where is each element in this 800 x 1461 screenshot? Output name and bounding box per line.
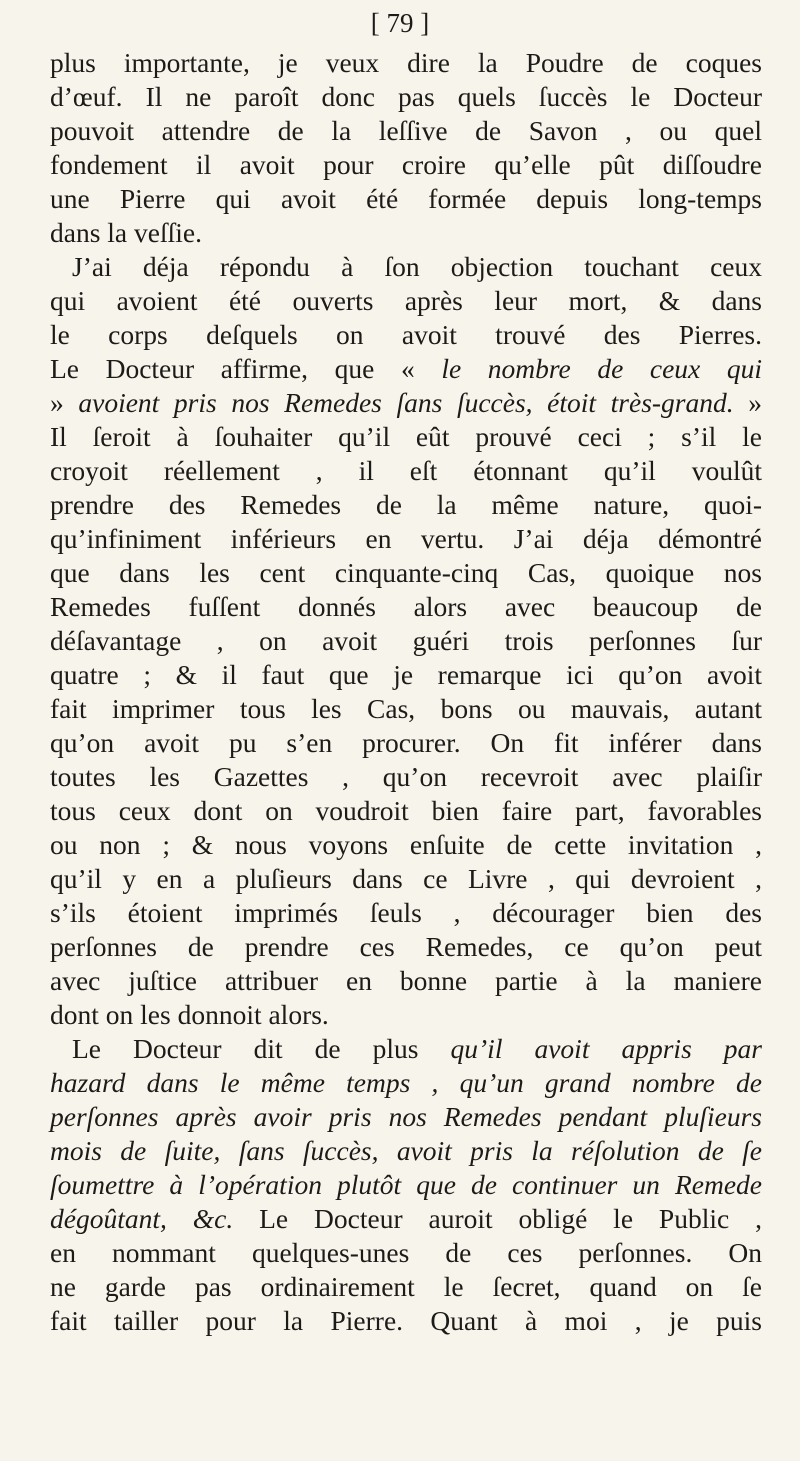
text-segment: tous ceux dont on voudroit bien faire part, favorables xyxy=(50,795,762,826)
text-segment: déſavantage , on avoit guéri trois perſonnes ſur xyxy=(50,625,762,656)
text-segment: dans la veſſie. xyxy=(50,217,202,248)
text-segment: » xyxy=(733,387,763,418)
text-line xyxy=(50,216,762,250)
text-segment: J’ai déja répondu à ſon objection touchant ceux xyxy=(72,251,762,282)
text-segment: le corps deſquels on avoit trouvé des Pierres. xyxy=(50,319,762,350)
text-line xyxy=(50,182,762,216)
text-line xyxy=(50,454,762,488)
text-segment: Remedes fuſſent donnés alors avec beaucoup de xyxy=(50,591,762,622)
text-segment: plus importante, je veux dire la Poudre de coques xyxy=(50,47,762,78)
text-line xyxy=(50,1304,762,1338)
text-line xyxy=(50,148,762,182)
text-line xyxy=(50,658,762,692)
text-segment: pouvoit attendre de la leſſive de Savon , ou quel xyxy=(50,115,762,146)
page-number: [ 79 ] xyxy=(370,8,430,38)
text-line xyxy=(72,250,762,284)
text-line xyxy=(50,80,762,114)
text-line xyxy=(50,590,762,624)
text-line xyxy=(50,1066,762,1100)
text-segment: Il ſeroit à ſouhaiter qu’il eût prouvé ceci ; s’il le xyxy=(50,421,762,452)
italic-text: le nombre de ceux qui xyxy=(441,353,763,384)
text-segment: Le Docteur affirme, que « xyxy=(50,353,442,384)
text-line xyxy=(50,1168,762,1202)
text-line xyxy=(50,726,762,760)
text-segment: Le Docteur auroit obligé le Public , xyxy=(233,1203,762,1234)
text-line xyxy=(50,896,762,930)
text-line xyxy=(50,114,762,148)
text-segment: que dans les cent cinquante-cinq Cas, quoique nos xyxy=(50,557,762,588)
italic-text: mois de ſuite, ſans ſuccès, avoit pris la réſolution de ſe xyxy=(50,1135,762,1166)
text-line xyxy=(50,1134,762,1168)
text-line xyxy=(50,828,762,862)
text-segment: avec juſtice attribuer en bonne partie à la maniere xyxy=(50,965,762,996)
text-segment: qu’on avoit pu s’en procurer. On fit inférer dans xyxy=(50,727,762,758)
text-line xyxy=(50,522,762,556)
text-line xyxy=(50,46,762,80)
text-line xyxy=(50,692,762,726)
text-segment: d’œuf. Il ne paroît donc pas quels ſuccès le Docteur xyxy=(50,81,762,112)
text-segment: fondement il avoit pour croire qu’elle pût diſſoudre xyxy=(50,149,762,180)
text-line xyxy=(50,1100,762,1134)
text-segment: une Pierre qui avoit été formée depuis long-temps xyxy=(50,183,762,214)
text-segment: fait tailler pour la Pierre. Quant à moi , je puis xyxy=(50,1305,762,1336)
text-line xyxy=(50,386,762,420)
text-segment: qu’il y en a pluſieurs dans ce Livre , qui devroient , xyxy=(50,863,762,894)
text-line xyxy=(50,352,762,386)
text-line xyxy=(50,964,762,998)
text-line xyxy=(50,760,762,794)
text-line xyxy=(50,1236,762,1270)
text-segment: ne garde pas ordinairement le ſecret, quand on ſe xyxy=(50,1271,762,1302)
text-segment: fait imprimer tous les Cas, bons ou mauvais, autant xyxy=(50,693,762,724)
text-line xyxy=(50,556,762,590)
text-segment: qui avoient été ouverts après leur mort, & dans xyxy=(50,285,762,316)
text-line xyxy=(50,794,762,828)
text-segment: s’ils étoient imprimés ſeuls , décourager bien des xyxy=(50,897,762,928)
italic-text: dégoûtant, &c. xyxy=(50,1203,234,1234)
italic-text: hazard dans le même temps , qu’un grand nombre de xyxy=(50,1067,762,1098)
text-line xyxy=(50,318,762,352)
text-segment: croyoit réellement , il eſt étonnant qu’il voulût xyxy=(50,455,762,486)
text-segment: qu’infiniment inférieurs en vertu. J’ai déja démontré xyxy=(50,523,762,554)
text-line xyxy=(50,998,762,1032)
text-segment: en nommant quelques-unes de ces perſonnes. On xyxy=(50,1237,762,1268)
text-line xyxy=(50,930,762,964)
text-segment: perſonnes de prendre ces Remedes, ce qu’on peut xyxy=(50,931,762,962)
text-line xyxy=(50,1270,762,1304)
italic-text: avoient pris nos Remedes ſans ſuccès, étoit très-grand. xyxy=(78,387,734,418)
italic-text: ſoumettre à l’opération plutôt que de continuer un Remede xyxy=(50,1169,762,1200)
text-segment: prendre des Remedes de la même nature, quoi- xyxy=(50,489,762,520)
text-line xyxy=(50,420,762,454)
text-line xyxy=(50,624,762,658)
text-segment: ou non ; & nous voyons enſuite de cette invitation , xyxy=(50,829,762,860)
text-line xyxy=(50,488,762,522)
italic-text: qu’il avoit appris par xyxy=(450,1033,763,1064)
text-line xyxy=(72,1032,762,1066)
text-segment: » xyxy=(50,387,79,418)
text-segment: Le Docteur dit de plus xyxy=(72,1033,451,1064)
text-line xyxy=(50,1202,762,1236)
text-segment: dont on les donnoit alors. xyxy=(50,999,329,1030)
text-line xyxy=(50,862,762,896)
italic-text: perſonnes après avoir pris nos Remedes pendant pluſieurs xyxy=(50,1101,762,1132)
text-line xyxy=(50,284,762,318)
text-segment: toutes les Gazettes , qu’on recevroit avec plaiſir xyxy=(50,761,762,792)
text-segment: quatre ; & il faut que je remarque ici qu’on avoit xyxy=(50,659,762,690)
